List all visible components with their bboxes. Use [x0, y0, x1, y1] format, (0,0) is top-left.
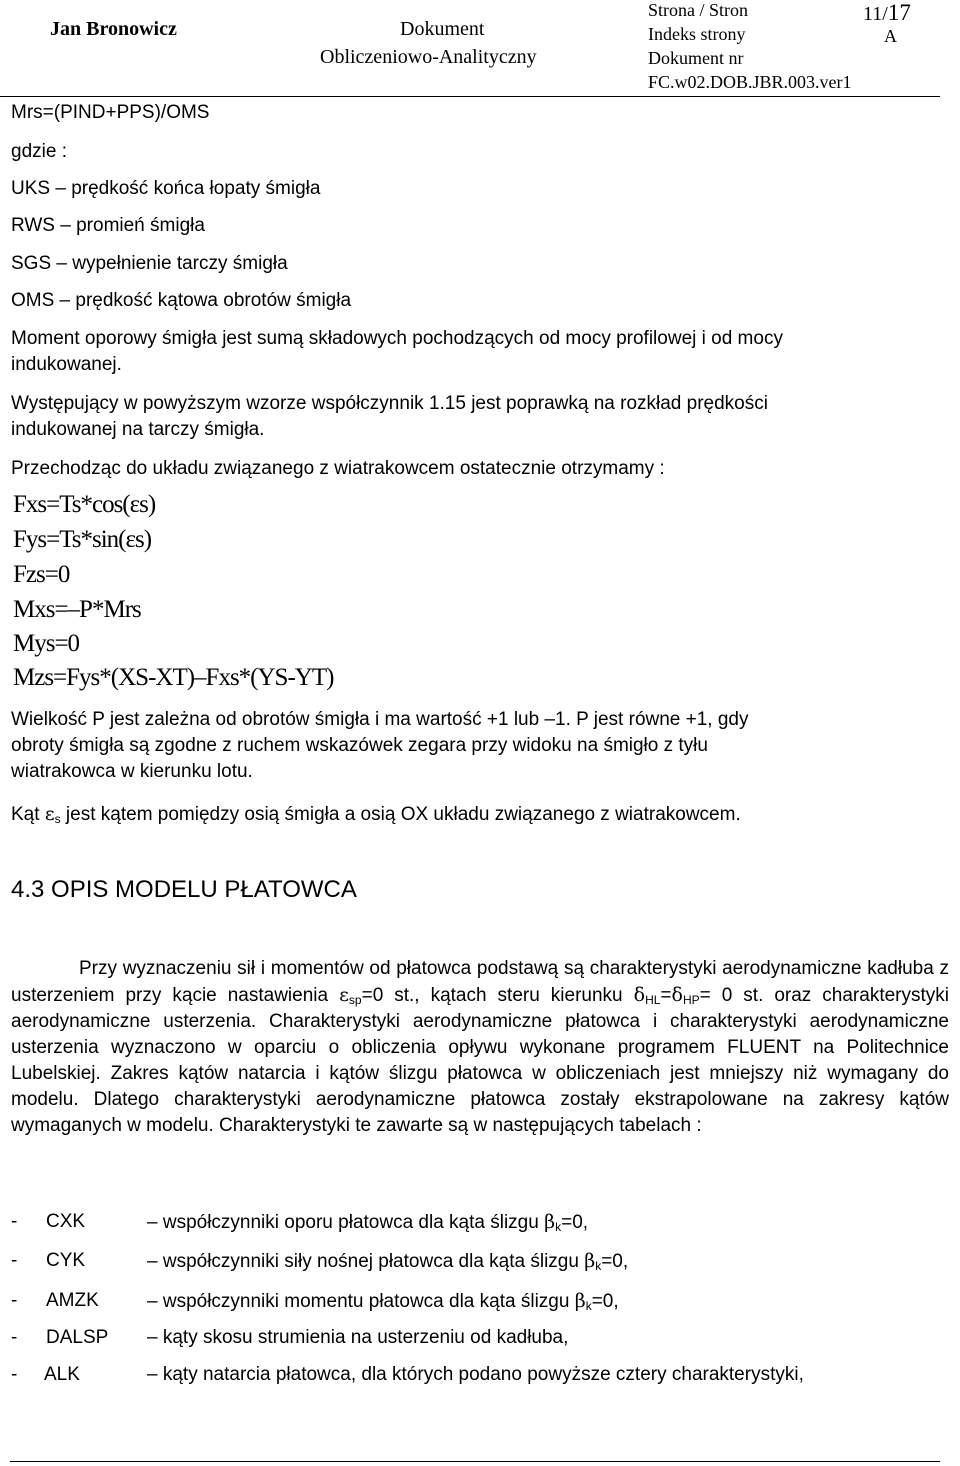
list-code: ALK [44, 1364, 80, 1385]
list-desc-text: – współczynniki siły nośnej płatowca dla kąta ślizgu [147, 1251, 585, 1272]
formula-mrs: Mrs=(PIND+PPS)/OMS [11, 102, 210, 123]
paragraph-moment-line1: Moment oporowy śmigła jest sumą składowych pochodzących od mocy profilowej i od mocy [11, 328, 783, 349]
list-description [147, 1209, 588, 1236]
list-description: – kąty skosu strumienia na usterzeniu od kadłuba, [147, 1327, 569, 1348]
equation-mxs: Mxs=–P*Mrs [13, 596, 141, 623]
beta-symbol: β [584, 1250, 596, 1272]
beta-subscript: k [595, 1259, 602, 1273]
header-doc-number: FC.w02.DOB.JBR.003.ver1 [648, 72, 852, 92]
list-dash: - [11, 1211, 18, 1232]
list-code: CYK [46, 1250, 86, 1271]
page-header [0, 0, 960, 100]
section-heading: 4.3 OPIS MODELU PŁATOWCA [11, 876, 357, 903]
model-text-b: =0 st., kątach steru kierunku [361, 985, 634, 1006]
paragraph-coefficient-line2: indukowanej na tarczy śmigła. [11, 419, 265, 440]
equation-mys: Mys=0 [13, 630, 80, 657]
list-dash: - [11, 1290, 18, 1311]
header-label-index: Indeks strony [648, 24, 746, 44]
definition-sgs: SGS – wypełnienie tarczy śmigła [11, 253, 288, 274]
beta-subscript: k [585, 1299, 592, 1313]
paragraph-p-line3: wiatrakowca w kierunku lotu. [11, 761, 253, 782]
epsilon-sp-subscript: sp [348, 993, 362, 1007]
page-total: 17 [887, 0, 911, 25]
list-dash: - [11, 1327, 18, 1348]
list-code: CXK [46, 1211, 86, 1232]
paragraph-model [11, 956, 949, 1139]
epsilon-symbol: ε [44, 803, 55, 825]
paragraph-moment-line2: indukowanej. [11, 354, 122, 375]
epsilon-subscript: s [54, 812, 61, 826]
list-desc-tail: =0, [601, 1251, 629, 1272]
header-author: Jan Bronowicz [50, 18, 177, 40]
equation-fys: Fys=Ts*sin(εs) [13, 526, 152, 553]
paragraph-coefficient-line1: Występujący w powyższym wzorze współczynnik 1.15 jest poprawką na rozkład prędkości [11, 393, 768, 414]
model-equals: = [660, 985, 672, 1006]
epsilon-sp-symbol: ε [339, 984, 349, 1006]
list-code: DALSP [46, 1327, 109, 1348]
paragraph-p-line2: obroty śmigła są zgodne z ruchem wskazówek zegara przy widoku na śmigło z tyłu [11, 735, 708, 756]
list-description: – kąty natarcia płatowca, dla których podano powyższe cztery charakterystyki, [147, 1364, 804, 1385]
definition-rws: RWS – promień śmigła [11, 215, 205, 236]
where-label: gdzie : [11, 141, 67, 162]
equation-fxs: Fxs=Ts*cos(εs) [13, 491, 156, 518]
delta-hl-subscript: HL [645, 993, 661, 1007]
beta-symbol: β [544, 1211, 556, 1233]
beta-symbol: β [574, 1290, 586, 1312]
list-description [147, 1248, 628, 1275]
list-dash: - [11, 1364, 18, 1385]
header-doc-title-line2: Obliczeniowo-Analityczny [320, 46, 537, 68]
header-label-page: Strona / Stron [648, 0, 749, 20]
header-label-docnr: Dokument nr [648, 48, 744, 68]
equation-mzs: Mzs=Fys*(XS-XT)–Fxs*(YS-YT) [13, 664, 334, 691]
angle-text-a: Kąt [11, 804, 45, 825]
list-desc-text: – współczynniki momentu płatowca dla kąta ślizgu [147, 1291, 575, 1312]
definition-oms: OMS – prędkość kątowa obrotów śmigła [11, 290, 352, 311]
paragraph-transition: Przechodząc do układu związanego z wiatrakowcem ostatecznie otrzymamy : [11, 458, 665, 479]
paragraph-angle [11, 801, 741, 828]
list-code: AMZK [46, 1290, 99, 1311]
header-page-number [863, 0, 911, 26]
delta-hl-symbol: δ [633, 984, 646, 1006]
definition-uks: UKS – prędkość końca łopaty śmigła [11, 178, 321, 199]
list-desc-text: – współczynniki oporu płatowca dla kąta ślizgu [147, 1212, 545, 1233]
header-doc-title-line1: Dokument [400, 18, 485, 40]
list-description [147, 1288, 619, 1315]
list-desc-tail: =0, [561, 1212, 589, 1233]
beta-subscript: k [555, 1220, 562, 1234]
model-text-a: Przy wyznaczeniu sił i momentów od płatowca podstawą są charakterystyki aerodynamiczne kadłuba z usterzeniem przy kącie nastawienia [11, 958, 949, 1006]
delta-hp-subscript: HP [682, 993, 700, 1007]
paragraph-p-line1: Wielkość P jest zależna od obrotów śmigła i ma wartość +1 lub –1. P jest równe +1, gdy [11, 709, 749, 730]
model-text-c: = 0 st. oraz charakterystyki aerodynamiczne usterzenia. Charakterystyki aerodynamiczne płatowca i charakterystyki aerodynamiczne usterzenia wyznaczono w oparciu o obliczenia opływu wykonane programem FLUENT na Politechnice Lubelskiej. Zakres kątów natarcia i kątów ślizgu płatowca w obliczeniach jest mniejszy niż wymagany do modelu. Dlatego charakterystyki aerodynamiczne płatowca zostały ekstrapolowane na zakresy kątów wymaganych w modelu. Charakterystyki te zawarte są w następujących tabelach : [11, 985, 949, 1136]
header-rule [0, 96, 940, 97]
header-revision: A [884, 26, 897, 46]
delta-hp-symbol: δ [671, 984, 683, 1006]
footer-rule [10, 1461, 940, 1462]
page-current: 11/ [863, 3, 888, 25]
list-desc-tail: =0, [591, 1291, 619, 1312]
list-dash: - [11, 1250, 18, 1271]
equation-fzs: Fzs=0 [13, 561, 70, 588]
angle-text-b: jest kątem pomiędzy osią śmigła a osią OX układu związanego z wiatrakowcem. [60, 804, 741, 825]
